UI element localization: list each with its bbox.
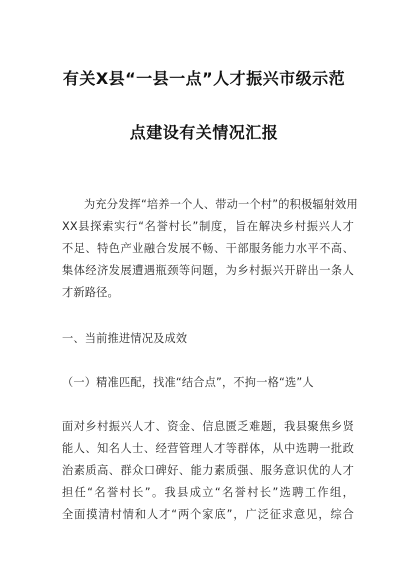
intro-line-1: 为充分发挥“培养一个人、带动一个村”的积极辐射效用 [84,198,358,211]
intro-line-2: XX县探索实行“名誉村长”制度，旨在解决乡村振兴人才 [62,220,354,233]
body-line-1: 面对乡村振兴人才、资金、信息匮乏难题，我县聚焦乡贤 [62,420,354,433]
section-heading-1: 一、当前推进情况及成效 [62,332,188,345]
intro-line-5: 才新路径。 [62,286,119,299]
body-line-3: 治素质高、群众口碑好、能力素质强、服务意识优的人才 [62,464,354,477]
body-line-5: 全面摸清村情和人才“两个家底”，广泛征求意见，综合 [62,508,354,521]
intro-line-4: 集体经济发展遭遇瓶颈等问题，为乡村振兴开辟出一条人 [62,264,354,277]
intro-line-3: 不足、特色产业融合发展不畅、干部服务能力水平不高、 [62,242,354,255]
subsection-heading-1: （一）精准匹配，找准“结合点”，不拘一格“选”人 [62,376,314,389]
body-line-4: 担任“名誉村长”。我县成立“名誉村长”选聘工作组， [62,486,354,499]
body-line-2: 能人、知名人士、经营管理人才等群体，从中选聘一批政 [62,442,354,455]
document-title-line-2: 点建设有关情况汇报 [129,123,279,142]
document-title-line-1: 有关X县“一县一点”人才振兴市级示范 [62,69,346,88]
